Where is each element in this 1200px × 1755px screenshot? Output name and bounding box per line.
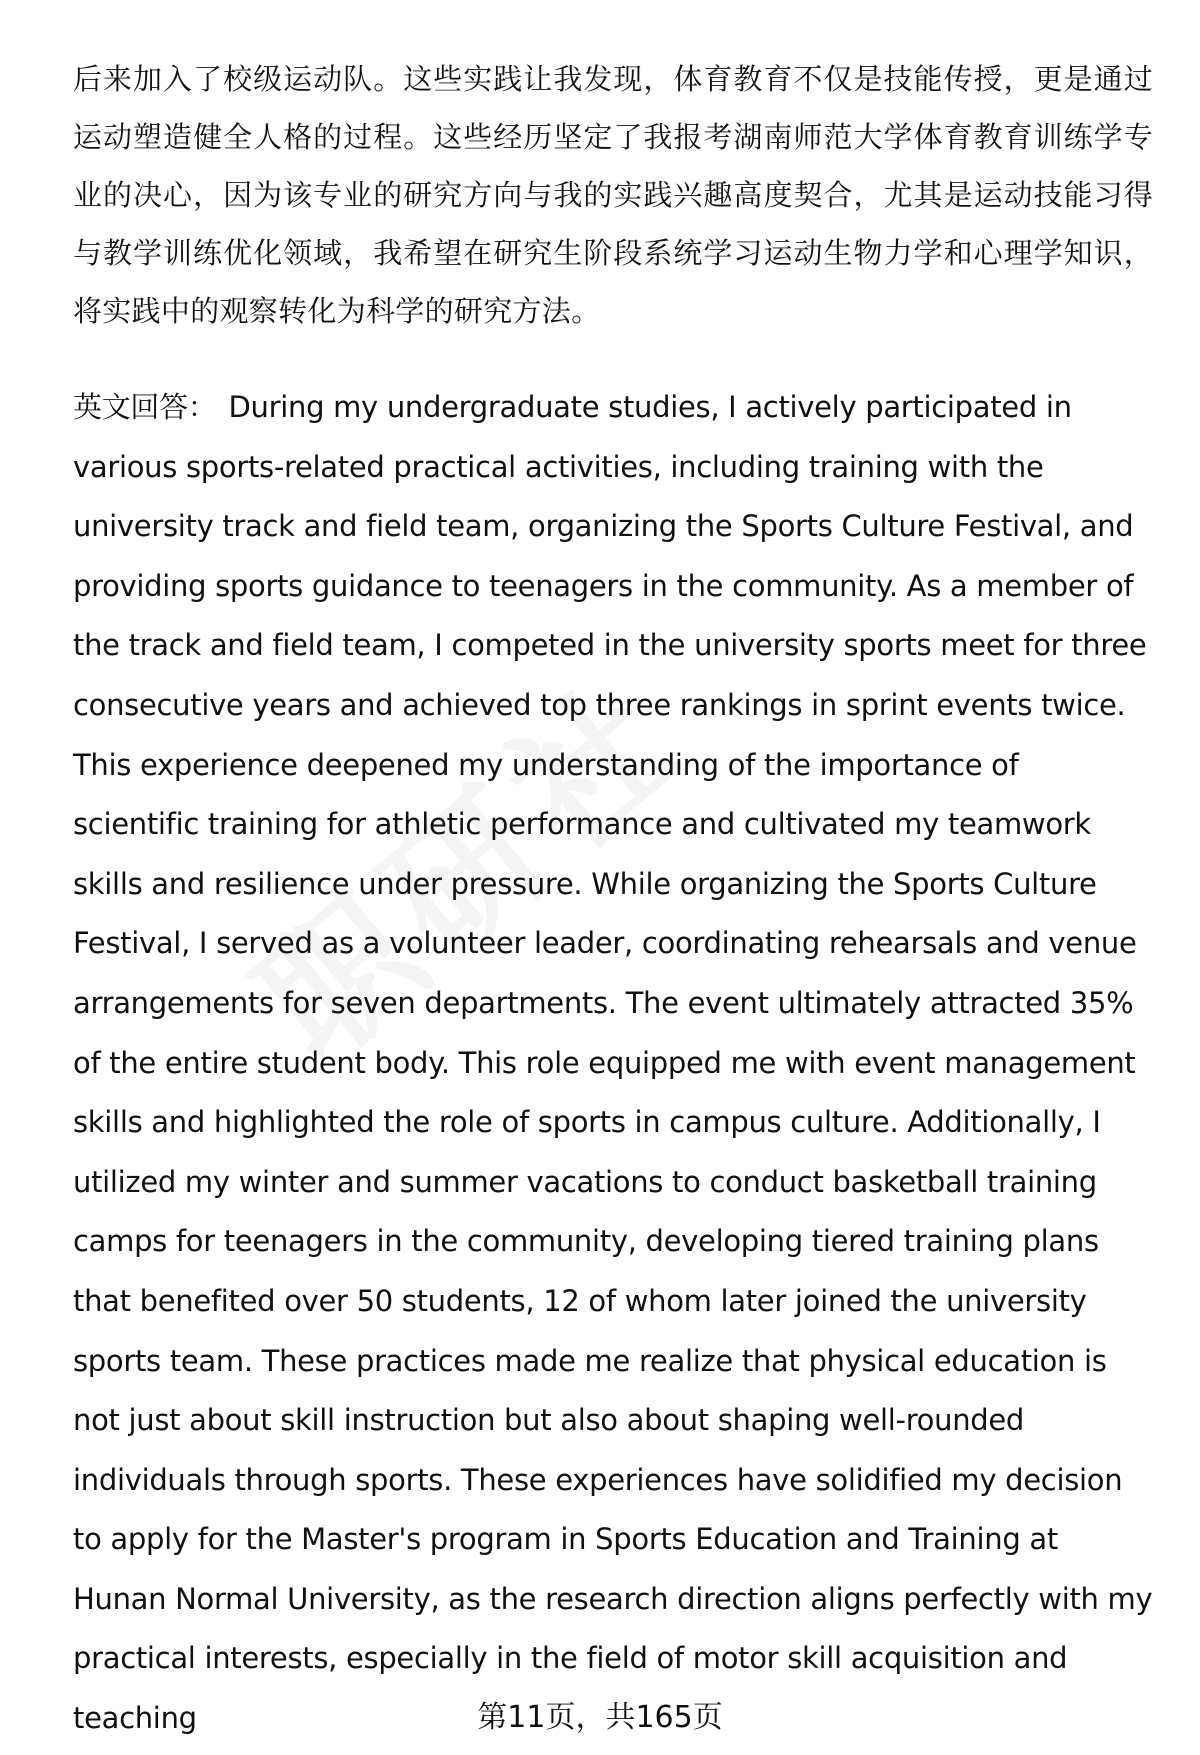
english-answer-label: 英文回答： <box>73 390 217 424</box>
chinese-answer-paragraph: 后来加入了校级运动队。这些实践让我发现，体育教育不仅是技能传授，更是通过运动塑造健全人格的过程。这些经历坚定了我报考湖南师范大学体育教育训练学专业的决心，因为该专业的研究方向与我的实践兴趣高度契合，尤其是运动技能习得与教学训练优化领域，我希望在研究生阶段系统学习运动生物力学和心理学知识，将实践中的观察转化为科学的研究方法。 <box>73 62 1153 328</box>
english-answer-text: During my undergraduate studies, I actively participated in various sports-related practical activities, including training with the university track and field team, organizing the Sports Culture Festival, and providing sports guidance to teenagers in the community. As a member of the track and field team, I competed in the university sports meet for three consecutive years and achieved top three rankings in sprint events twice. This experience deepened my understanding of the importance of scientific training for athletic performance and cultivated my teamwork skills and resilience under pressure. While organizing the Sports Culture Festival, I served as a volunteer leader, coordinating rehearsals and venue arrangements for seven departments. The event ultimately attracted 35% of the entire student body. This role equipped me with event management skills and highlighted the role of sports in campus culture. Additionally, I utilized my winter and summer vacations to conduct basketball training camps for teenagers in the community, developing tiered training plans that benefited over 50 students, 12 of whom later joined the university sports team. These practices made me realize that physical education is not just about skill instruction but also about shaping well-rounded individuals through sports. These experiences have solidified my decision to apply for the Master's program in Sports Education and Training at Hunan Normal University, as the research direction aligns perfectly with my practical interests, especially in the field of motor skill acquisition and teaching <box>73 390 1153 1736</box>
page-number-footer: 第11页，共165页 <box>477 1700 723 1735</box>
english-answer-paragraph <box>73 378 1153 1749</box>
document-page <box>73 50 1153 1749</box>
